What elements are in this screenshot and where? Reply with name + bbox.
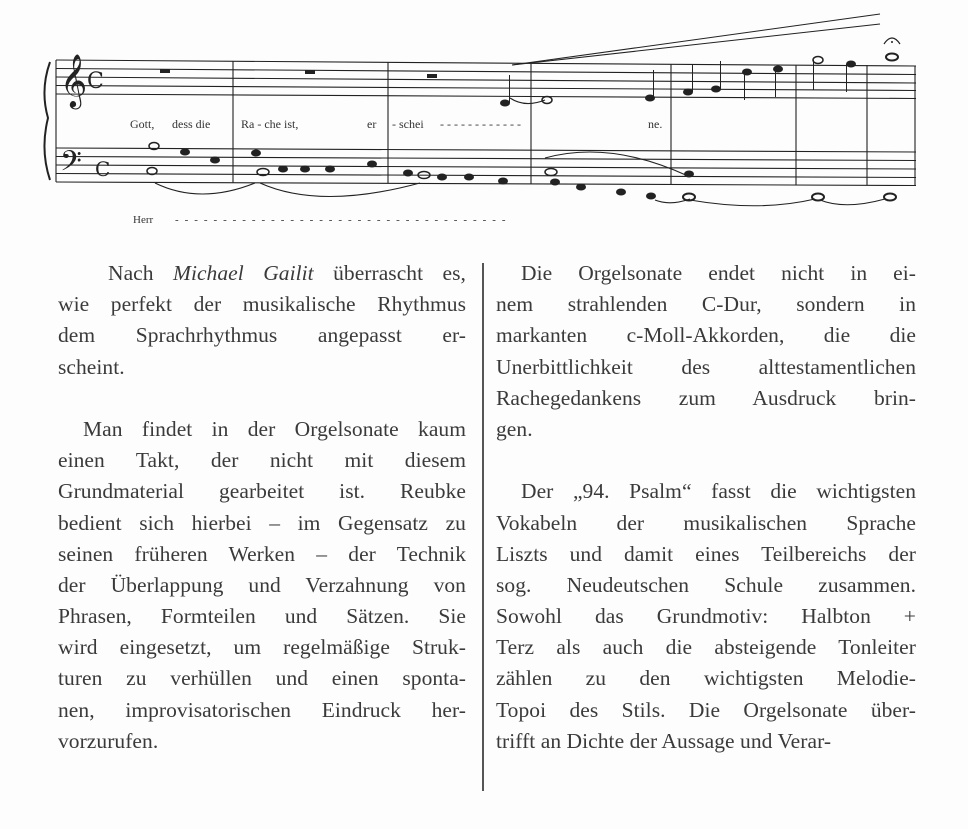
text-line: Der „94. Psalm“ fasst die wichtigsten <box>521 479 916 504</box>
text-line: Rachegedankens zum Ausdruck brin- <box>496 385 916 410</box>
text-line: sog. Neudeutschen Schule zusammen. <box>496 572 916 597</box>
text-run: überrascht es, <box>313 261 466 285</box>
text-line: dem Sprachrhythmus angepasst er- <box>58 323 466 348</box>
text-line: seinen früheren Werken – der Technik <box>58 541 466 566</box>
text-line: Man findet in der Orgelsonate kaum <box>83 416 466 441</box>
text-line: wie perfekt der musikalische Rhythmus <box>58 292 466 317</box>
text-line: bedient sich hierbei – im Gegensatz zu <box>58 510 466 535</box>
text-line: einen Takt, der nicht mit diesem <box>58 448 466 473</box>
lyric-dashes: - - - - - - - - - - - - <box>440 117 521 131</box>
lyric-er: er <box>367 117 377 131</box>
lyric-gott: Gott, <box>130 117 155 131</box>
text-line: Die Orgelsonate endet nicht in ei- <box>521 261 916 285</box>
lyric-schei: - schei <box>392 117 424 131</box>
right-text-column <box>496 258 916 757</box>
author-name-italic: Michael Gailit <box>172 261 314 285</box>
paragraph <box>496 476 916 757</box>
text-run: Nach <box>108 261 173 285</box>
text-line: trifft an Dichte der Aussage und Verar- <box>496 728 832 753</box>
music-score-excerpt <box>0 0 968 245</box>
svg-text:𝄞: 𝄞 <box>60 53 88 107</box>
text-line: der Überlappung und Verzahnung von <box>58 572 466 597</box>
text-line: gen. <box>496 416 533 441</box>
text-line: turen zu verhüllen und einen sponta- <box>58 666 466 691</box>
text-line: Terz als auch die absteigende Tonleiter <box>496 635 916 660</box>
text-line: Topoi des Stils. Die Orgelsonate über- <box>496 697 916 722</box>
column-divider <box>482 263 484 791</box>
text-line: Liszts und damit eines Teilbereichs der <box>496 541 916 566</box>
text-line: Vokabeln der musikalischen Sprache <box>496 510 916 535</box>
text-line: nen, improvisatorischen Eindruck her- <box>58 697 466 722</box>
paragraph <box>58 258 466 383</box>
text-line: Sowohl das Grundmotiv: Halbton + <box>496 604 916 629</box>
text-line: vorzurufen. <box>58 728 159 753</box>
lyric-dess-die: dess die <box>172 117 211 131</box>
lyric-ne: ne. <box>648 117 663 131</box>
text-line: wird eingesetzt, um regelmäßige Struk- <box>58 635 466 660</box>
paragraph <box>58 414 466 757</box>
text-line: scheint. <box>58 354 125 379</box>
text-line: markanten c-Moll-Akkorden, die die <box>496 323 916 348</box>
text-line: zählen zu den wichtigsten Melodie- <box>496 666 916 691</box>
lyric-rache-ist: Ra - che ist, <box>241 117 299 131</box>
svg-text:C: C <box>87 69 104 94</box>
paragraph <box>496 258 916 445</box>
lyric-herr: Herr <box>133 214 154 226</box>
text-line: Phrasen, Formteilen und Sätzen. Sie <box>58 604 466 629</box>
text-line: nem strahlenden C-Dur, sondern in <box>496 292 916 317</box>
left-text-column-body <box>58 258 466 757</box>
text-line: Unerbittlichkeit des alttestamentlichen <box>496 354 916 379</box>
svg-text:𝄢: 𝄢 <box>60 145 82 185</box>
lyric-herr-dashes: - - - - - - - - - - - - - - - - - - - - - - - - - - - - - - - - - - - <box>175 214 508 226</box>
text-line: Grundmaterial gearbeitet ist. Reubke <box>58 479 466 504</box>
svg-text:C: C <box>95 157 111 181</box>
